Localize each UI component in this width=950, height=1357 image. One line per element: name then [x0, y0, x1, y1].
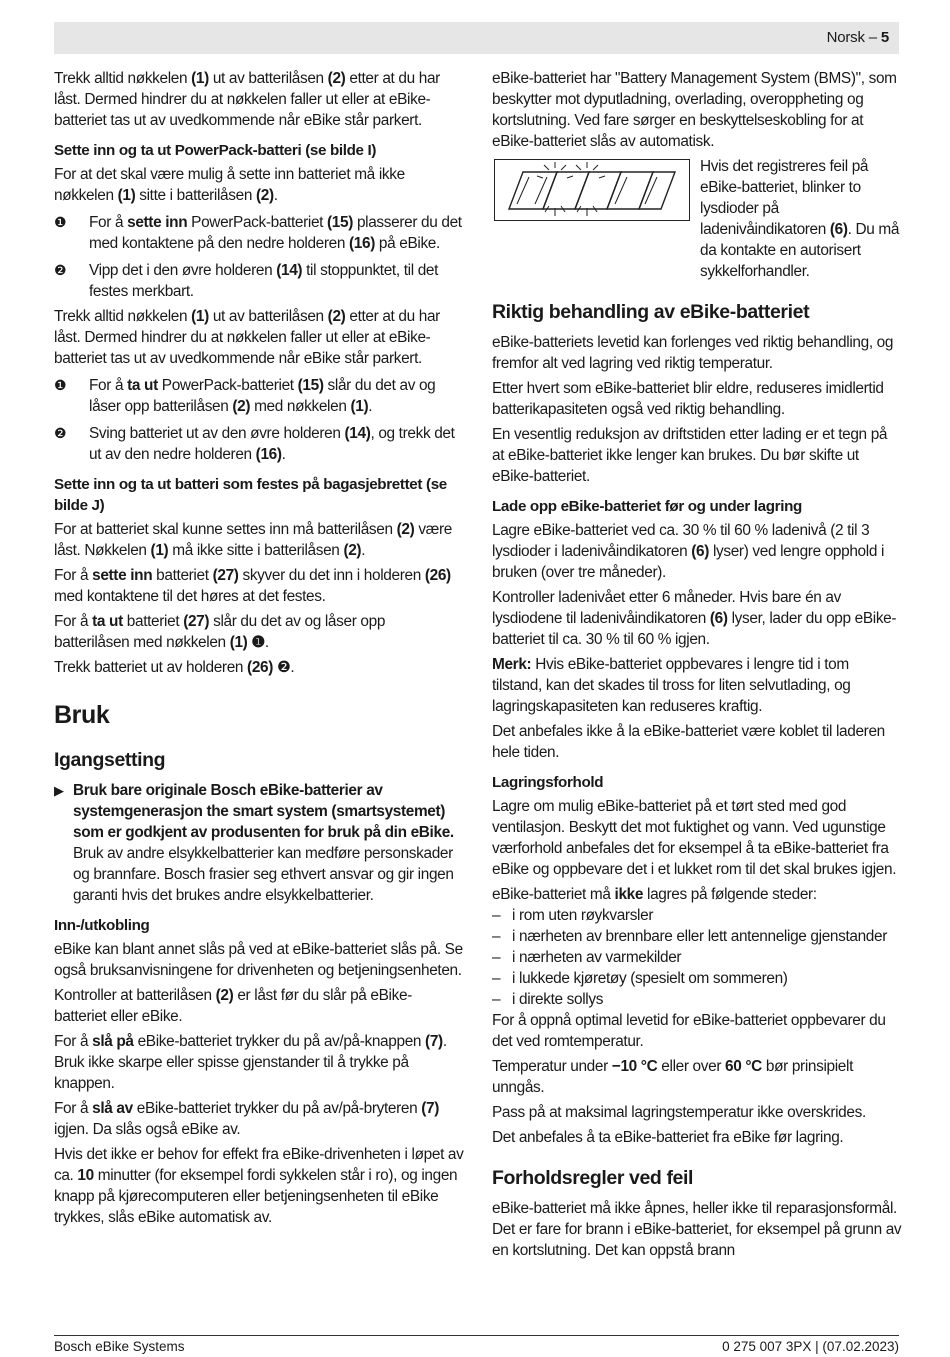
paragraph: eBike-batteriet har "Battery Management System (BMS)", som beskytter mot dyputladning, overlading, overoppheting og kortslutning. Ved fare sørger en beskyttelseskobling for at eBike-batteriet slås av automatisk.	[492, 70, 897, 150]
subheading-lagringsforhold: Lagringsforhold	[492, 774, 604, 791]
triangle-bullet-icon: ▶	[54, 783, 64, 798]
subheading-rack-battery: Sette inn og ta ut batteri som festes på bagasjebrettet (se bilde J)	[54, 476, 447, 514]
step-number: ❷	[54, 262, 67, 278]
paragraph: Trekk alltid nøkkelen (1) ut av batterilåsen (2) etter at du har låst. Dermed hindrer du at nøkkelen faller ut eller at eBike-batteriet tas ut av uvedkommende når eBike står parkert.	[54, 308, 440, 367]
paragraph: Lagre eBike-batteriet ved ca. 30 % til 60 % ladenivå (2 til 3 lysdioder i ladenivåindikatoren (6) lyser) ved lengre opphold i bruken (over tre måneder).	[492, 522, 885, 581]
paragraph: Det anbefales å ta eBike-batteriet fra eBike før lagring.	[492, 1129, 844, 1146]
paragraph: Pass på at maksimal lagringstemperatur ikke overskrides.	[492, 1104, 866, 1121]
paragraph: En vesentlig reduksjon av driftstiden etter lading er et tegn på at eBike-batteriet ikke lenger kan brukes. Du bør skifte ut eBike-batteriet.	[492, 426, 888, 485]
dash-bullet: –	[492, 949, 501, 966]
page-header	[54, 22, 899, 54]
step-text: Sving batteriet ut av den øvre holderen (14), og trekk det ut av den nedre holderen (16).	[89, 425, 455, 463]
paragraph: Trekk alltid nøkkelen (1) ut av batterilåsen (2) etter at du har låst. Dermed hindrer du at nøkkelen faller ut eller at eBike-batteriet tas ut av uvedkommende når eBike står parkert.	[54, 70, 440, 129]
list-item-text: i lukkede kjøretøy (spesielt om sommeren)	[512, 970, 788, 987]
header-language: Norsk	[826, 29, 865, 46]
step-item	[54, 423, 464, 465]
step-number: ❶	[54, 377, 67, 393]
warning-text: Bruk bare originale Bosch eBike-batterier av systemgenerasjon the smart system (smartsystemet) som er godkjent av produsenten for bruk på din eBike. Bruk av andre elsykkelbatterier kan medføre personskader og brannfare. Bosch frasier seg ethvert ansvar og gir ingen garanti hvis det brukes andre elsykkelbatterier.	[73, 782, 454, 904]
paragraph: eBike-batteriet må ikke lagres på følgende steder:	[492, 886, 817, 903]
list-item	[492, 947, 902, 968]
dash-bullet: –	[492, 928, 501, 945]
paragraph: Hvis det ikke er behov for effekt fra eBike-drivenheten i løpet av ca. 10 minutter (for eksempel fordi sykkelen står i ro), og ingen knapp på kjørecomputeren eller betjeningsenheten til eBike trykkes, slås eBike automatisk av.	[54, 1146, 464, 1226]
paragraph: eBike-batteriet må ikke åpnes, heller ikke til reparasjonsformål. Det er fare for brann i eBike-batteriet, for eksempel på grunn av en kortslutning. Det kan oppstå brann	[492, 1200, 902, 1259]
footer-divider	[54, 1335, 899, 1336]
dash-bullet: –	[492, 991, 501, 1008]
paragraph: eBike-batteriets levetid kan forlenges ved riktig behandling, og fremfor alt ved lagring ved riktig temperatur.	[492, 334, 894, 372]
subheading-lade-opp: Lade opp eBike-batteriet før og under lagring	[492, 498, 802, 515]
warning-item	[54, 780, 464, 906]
dash-bullet: –	[492, 907, 501, 924]
paragraph: For å ta ut batteriet (27) slår du det av og låser opp batterilåsen med nøkkelen (1) ❶.	[54, 613, 386, 651]
subheading-on-off: Inn-/utkobling	[54, 917, 150, 934]
paragraph: For å slå av eBike-batteriet trykker du på av/på-bryteren (7) igjen. Da slås også eBike av.	[54, 1100, 440, 1138]
left-column	[54, 68, 464, 1232]
step-text: For å sette inn PowerPack-batteriet (15) plasserer du det med kontaktene på den nedre holderen (16) på eBike.	[89, 214, 462, 252]
section-heading-igangsetting: Igangsetting	[54, 749, 166, 771]
header-separator: –	[868, 29, 877, 46]
paragraph: For at batteriet skal kunne settes inn må batterilåsen (2) være låst. Nøkkelen (1) må ikke sitte i batterilåsen (2).	[54, 521, 452, 559]
paragraph: Temperatur under −10 °C eller over 60 °C bør prinsipielt unngås.	[492, 1058, 854, 1096]
paragraph: eBike kan blant annet slås på ved at eBike-batteriet slås på. Se også bruksanvisningene for drivenheten og betjeningsenheten.	[54, 941, 463, 979]
list-item-text: i direkte sollys	[512, 991, 604, 1008]
figure-caption: Hvis det registreres feil på eBike-batteriet, blinker to lysdioder på ladenivåindikatoren (6). Du må da kontakte en autorisert sykkelforhandler.	[700, 158, 900, 280]
list-item	[492, 968, 902, 989]
list-item-text: i nærheten av brennbare eller lett antennelige gjenstander	[512, 928, 887, 945]
footer-brand: Bosch eBike Systems	[54, 1339, 185, 1354]
led-indicator-figure	[494, 159, 690, 221]
list-item	[492, 905, 902, 926]
paragraph: Etter hvert som eBike-batteriet blir eldre, reduseres imidlertid batterikapasiteten også ved riktig behandling.	[492, 380, 884, 418]
section-heading-behandling: Riktig behandling av eBike-batteriet	[492, 301, 810, 323]
subheading-powerpack: Sette inn og ta ut PowerPack-batteri (se bilde I)	[54, 142, 377, 159]
paragraph: For å slå på eBike-batteriet trykker du på av/på-knappen (7). Bruk ikke skarpe eller spisse gjenstander til å trykke på knappen.	[54, 1033, 447, 1092]
step-item	[54, 375, 464, 417]
footer-doc-id: 0 275 007 3PX | (07.02.2023)	[722, 1339, 899, 1354]
list-item	[492, 926, 902, 947]
section-heading-feil: Forholdsregler ved feil	[492, 1167, 694, 1189]
paragraph: Kontroller at batterilåsen (2) er låst før du slår på eBike-batteriet eller eBike.	[54, 987, 412, 1025]
step-number: ❷	[54, 425, 67, 441]
dash-bullet: –	[492, 970, 501, 987]
paragraph: Det anbefales ikke å la eBike-batteriet være koblet til laderen hele tiden.	[492, 723, 885, 761]
paragraph: For at det skal være mulig å sette inn batteriet må ikke nøkkelen (1) sitte i batterilåsen (2).	[54, 166, 405, 204]
paragraph: Trekk batteriet ut av holderen (26) ❷.	[54, 659, 295, 676]
list-item-text: i rom uten røykvarsler	[512, 907, 654, 924]
step-item	[54, 260, 464, 302]
page-number: 5	[880, 29, 889, 46]
paragraph: Merk: Hvis eBike-batteriet oppbevares i lengre tid i tom tilstand, kan det skades til tross for liten selvutlading, og lagringskapasiteten kan reduseres kraftig.	[492, 656, 851, 715]
step-text: Vipp det i den øvre holderen (14) til stoppunktet, til det festes merkbart.	[89, 262, 439, 300]
step-text: For å ta ut PowerPack-batteriet (15) slår du det av og låser opp batterilåsen (2) med nøkkelen (1).	[89, 377, 436, 415]
step-number: ❶	[54, 214, 67, 230]
right-column	[492, 68, 902, 1265]
paragraph: For å sette inn batteriet (27) skyver du det inn i holderen (26) med kontaktene til det høres at det festes.	[54, 567, 451, 605]
list-item-text: i nærheten av varmekilder	[512, 949, 682, 966]
storage-list	[492, 905, 902, 1010]
paragraph: For å oppnå optimal levetid for eBike-batteriet oppbevarer du det ved romtemperatur.	[492, 1012, 886, 1050]
blinking-led-icon	[495, 160, 689, 220]
led-figure-block	[492, 156, 902, 282]
paragraph: Kontroller ladenivået etter 6 måneder. Hvis bare én av lysdiodene til ladenivåindikatoren (6) lyser, lader du opp eBike-batteriet til ca. 30 % til 60 % igjen.	[492, 589, 897, 648]
step-item	[54, 212, 464, 254]
list-item	[492, 989, 902, 1010]
paragraph: Lagre om mulig eBike-batteriet på et tørt sted med god ventilasjon. Beskytt det mot fuktighet og vann. Ved ugunstige værforhold anbefales det for eksempel å ta eBike-batteriet fra eBike og oppbevare det i et lukket rom til det skal brukes igjen.	[492, 798, 897, 878]
section-title-bruk: Bruk	[54, 701, 110, 729]
